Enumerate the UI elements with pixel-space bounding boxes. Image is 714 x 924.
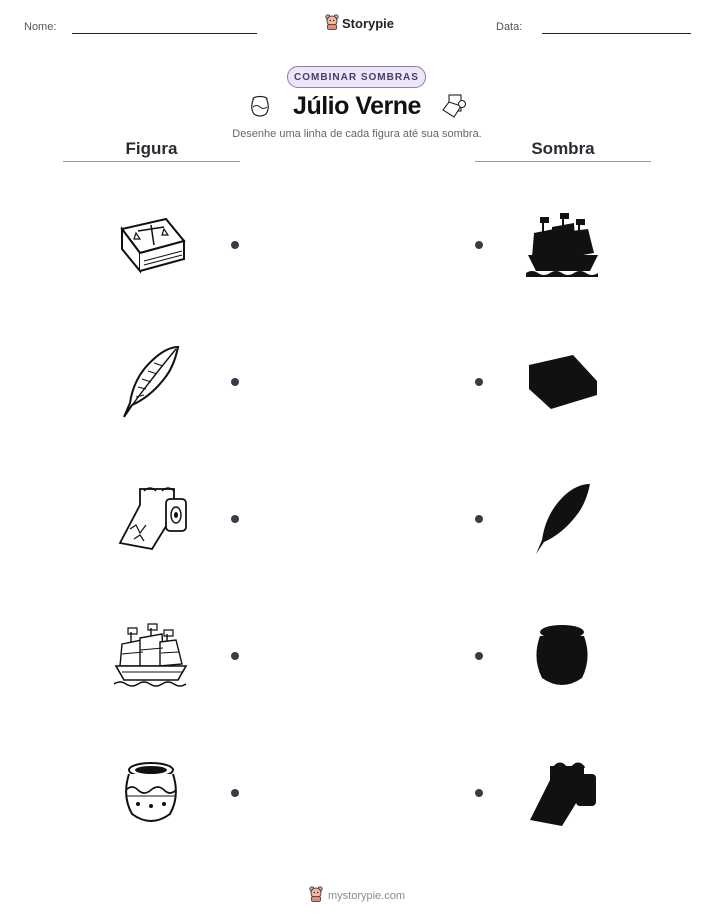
scroll-icon [116,485,188,551]
date-label: Data: [496,21,523,33]
shadow-column-heading: Sombra [531,139,595,158]
pot-icon [120,760,182,826]
scroll-decoration-icon [440,92,468,125]
brand-logo [325,14,394,33]
activity-badge: COMBINAR SOMBRAS [287,66,426,88]
shadow-dot-3[interactable] [475,515,483,523]
figure-dot-2[interactable] [231,378,239,386]
shadow-dot-5[interactable] [475,789,483,797]
ship-shadow-icon [526,211,600,279]
date-line[interactable] [542,33,691,34]
pot-shadow-icon [532,624,594,690]
figure-dot-4[interactable] [231,652,239,660]
footer-site[interactable]: mystorypie.com [327,889,406,902]
worksheet-title: Júlio Verne [293,92,421,120]
shadow-dot-2[interactable] [475,378,483,386]
figure-column-heading: Figura [125,139,178,158]
name-label: Nome: [24,21,57,33]
figure-dot-1[interactable] [231,241,239,249]
footer [257,886,457,905]
shadow-dot-4[interactable] [475,652,483,660]
brand-name: Storypie [342,16,395,31]
scroll-shadow-icon [528,760,600,828]
shadow-dot-1[interactable] [475,241,483,249]
quill-shadow-icon [534,482,592,556]
figure-dot-3[interactable] [231,515,239,523]
quill-icon [120,345,182,419]
figure-column-rule [63,161,240,162]
ship-icon [114,622,188,690]
bear-icon [309,886,323,905]
name-line[interactable] [72,33,257,34]
bear-icon [325,14,339,33]
figure-dot-5[interactable] [231,789,239,797]
book-icon [116,215,188,275]
book-shadow-icon [527,353,599,411]
instructions: Desenhe uma linha de cada figura até sua sombra. [232,128,482,140]
shadow-column-rule [475,161,651,162]
